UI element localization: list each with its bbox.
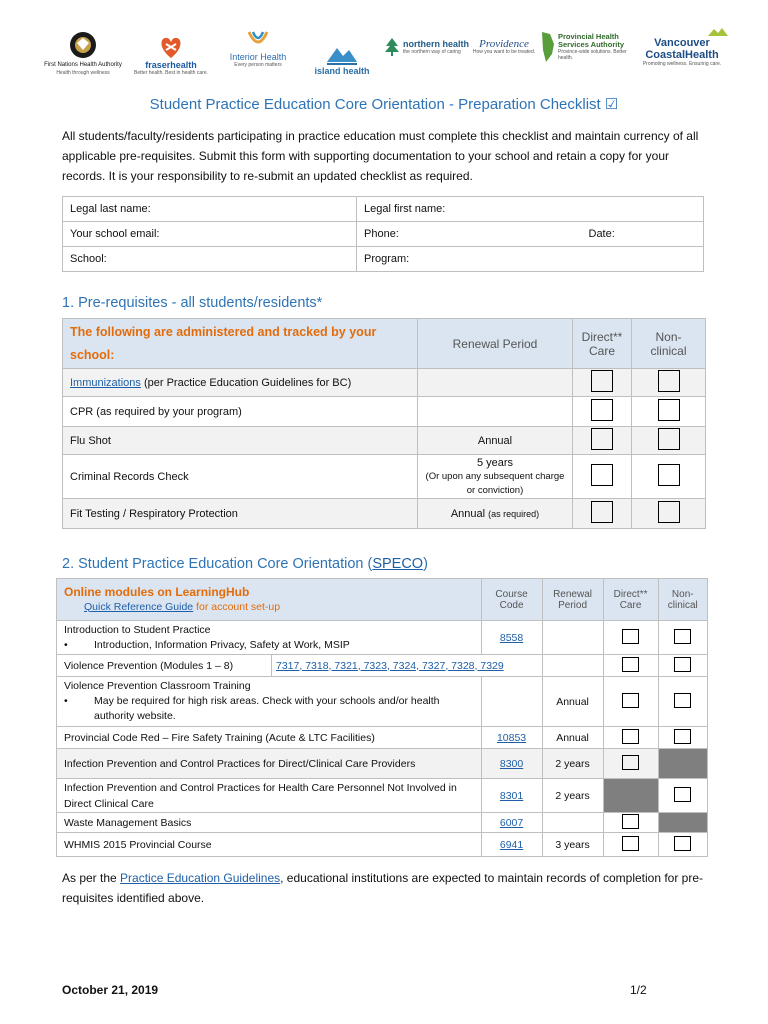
footer-page-number: 1/2 [630,983,647,997]
pre-row-renewal [418,369,573,397]
island-health-mountain-icon [325,42,359,66]
vch-mountain-icon [706,27,730,37]
pre-row-label: Flu Shot [63,427,418,455]
pre-header-label: The following are administered and tracked by your school: [70,324,377,362]
section2-heading-close: ) [423,556,428,572]
speco-row-bullet: May be required for high risk areas. Check with your schools and/or health authority website. [94,695,440,722]
speco-row [57,749,708,779]
speco-row-renewal: 3 years [542,833,603,857]
page-title: Student Practice Education Core Orientation - Preparation Checklist ☑ [149,96,619,113]
vch-tag: Promoting wellness. Ensuring care. [642,61,722,67]
speco-row [57,621,708,655]
practice-education-guidelines-link[interactable]: Practice Education Guidelines [120,871,281,885]
northern-health-logo [380,18,472,76]
phsa-bc-map-icon [540,30,556,64]
speco-table [56,578,708,857]
pre-row-label: (per Practice Education Guidelines for BC) [140,376,352,389]
fnha-name: First Nations Health Authority [44,62,122,68]
interior-health-logo [216,18,300,76]
fnha-tag: Health through wellness [56,70,110,76]
pre-row [63,397,706,427]
phone-label: Phone: [364,228,399,240]
providence-tag: How you want to be treated. [472,49,536,55]
fit-testing-nonclinical-checkbox[interactable] [658,501,680,523]
bullet-icon: • [64,695,68,707]
section2-heading [62,556,428,572]
speco-row-renewal: 2 years [542,749,603,779]
vch-logo [634,18,730,76]
providence-logo [472,18,536,76]
interior-health-icon [245,26,271,52]
pre-row-renewal [418,397,573,427]
speco-direct-care-header: Direct** Care [603,579,658,621]
speco-link[interactable]: SPECO [372,556,424,572]
school-email-field[interactable] [63,222,357,247]
intro-practice-nonclinical-checkbox[interactable] [674,629,691,644]
fraserhealth-tag: Better health. Best in health care. [134,70,208,76]
cpr-direct-checkbox[interactable] [591,399,613,421]
interior-health-tag: Every person matters [234,62,282,68]
intro-paragraph: All students/faculty/residents participating in practice education must complete this checklist and maintain currency of all applicable pre-requisites. Submit this form with supporting documentation to your school and retain a copy for your records. It is your responsibility to re-submit an updated checklist as required. [62,129,699,183]
violence-classroom-direct-checkbox[interactable] [622,693,639,708]
intro-practice-direct-checkbox[interactable] [622,629,639,644]
pre-row [63,369,706,397]
speco-row-title: Waste Management Basics [57,813,482,833]
flu-shot-nonclinical-checkbox[interactable] [658,428,680,450]
criminal-check-nonclinical-checkbox[interactable] [658,464,680,486]
ipc-direct-checkbox[interactable] [622,755,639,770]
quick-reference-guide-link[interactable]: Quick Reference Guide [84,600,194,613]
section2-heading-text: 2. Student Practice Education Core Orientation ( [62,556,373,572]
whmis-direct-checkbox[interactable] [622,836,639,851]
program-field[interactable] [357,247,704,272]
ipc-nonclinical-shaded-cell [658,749,707,779]
footer-date: October 21, 2019 [62,983,159,997]
pre-renewal-header: Renewal Period [418,319,573,369]
pre-row [63,455,706,499]
speco-row-renewal [542,813,603,833]
legal-last-name-field[interactable] [63,197,357,222]
ipc-nonclinical-direct-shaded-cell [603,779,658,813]
phone-date-field[interactable] [357,222,704,247]
northern-health-name: northern health [402,39,469,49]
immunizations-nonclinical-checkbox[interactable] [658,370,680,392]
speco-row-title: WHMIS 2015 Provincial Course [57,833,482,857]
fit-testing-direct-checkbox[interactable] [591,501,613,523]
speco-row-title: Infection Prevention and Control Practices for Direct/Clinical Care Providers [57,749,482,779]
pre-row-renewal: Annual [450,507,486,520]
phsa-logo [540,18,630,76]
student-info-table [62,196,704,272]
pre-row-renewal-note: (Or upon any subsequent charge or conviction) [425,470,565,496]
course-link-8300[interactable]: 8300 [499,757,524,770]
bullet-icon: • [64,638,68,651]
speco-row-renewal [542,621,603,655]
violence-prevention-direct-checkbox[interactable] [622,657,639,672]
speco-row [57,655,708,677]
course-link-10853[interactable]: 10853 [496,731,527,744]
code-red-direct-checkbox[interactable] [622,729,639,744]
speco-row [57,779,708,813]
speco-row-renewal: 2 years [542,779,603,813]
speco-course-code-header: Course Code [481,579,542,621]
legal-first-name-label: Legal first name: [364,203,446,215]
speco-row-renewal: Annual [542,677,603,727]
criminal-check-direct-checkbox[interactable] [591,464,613,486]
pre-row-label: CPR (as required by your program) [63,397,418,427]
pre-row-renewal-note: (as required) [488,508,540,519]
speco-row-renewal [542,655,603,677]
speco-row [57,813,708,833]
speco-renewal-header: Renewal Period [542,579,603,621]
whmis-nonclinical-checkbox[interactable] [674,836,691,851]
immunizations-link[interactable]: Immunizations [70,376,141,389]
immunizations-direct-checkbox[interactable] [591,370,613,392]
section1-heading: 1. Pre-requisites - all students/residents* [62,295,323,311]
waste-management-nonclinical-shaded-cell [658,813,707,833]
date-label: Date: [588,228,615,240]
northern-health-tree-icon [383,36,401,58]
pre-header-label-cell [63,319,418,369]
pre-row-renewal: Annual [418,427,573,455]
course-link-6941[interactable]: 6941 [499,838,524,851]
violence-classroom-nonclinical-checkbox[interactable] [674,693,691,708]
speco-row [57,727,708,749]
waste-management-direct-checkbox[interactable] [622,814,639,829]
pre-row-label: Criminal Records Check [63,455,418,499]
interior-health-name: Interior Health [229,52,287,62]
qrg-rest-text: for account set-up [193,600,281,613]
pre-row [63,499,706,529]
closing-paragraph [62,868,712,908]
school-field[interactable] [63,247,357,272]
flu-shot-direct-checkbox[interactable] [591,428,613,450]
speco-row-title: Infection Prevention and Control Practices for Health Care Personnel Not Involved in Direct Clinical Care [57,779,482,813]
island-health-name: island health [314,66,370,76]
violence-prevention-course-links[interactable]: 7317, 7318, 7321, 7323, 7324, 7327, 7328, 7329 [276,659,504,672]
speco-row-title: Introduction to Student Practice [64,623,211,636]
logo-strip [40,18,730,76]
cpr-nonclinical-checkbox[interactable] [658,399,680,421]
speco-row [57,677,708,727]
fnha-logo [40,18,126,76]
speco-row-title: Violence Prevention Classroom Training [64,680,251,692]
speco-row-bullet: Introduction, Information Privacy, Safety at Work, MSIP [94,638,350,651]
legal-first-name-field[interactable] [357,197,704,222]
ipc-personnel-nonclinical-checkbox[interactable] [674,787,691,802]
pre-nonclinical-header: Non-clinical [632,319,706,369]
vch-name: Vancouver CoastalHealth [645,37,719,61]
phsa-name: Provincial Health Services Authority [558,32,624,49]
speco-row [57,833,708,857]
providence-name: Providence [479,38,529,50]
legal-last-name-label: Legal last name: [70,203,151,215]
speco-header-label: Online modules on LearningHub [64,584,250,599]
violence-prevention-nonclinical-checkbox[interactable] [674,657,691,672]
pre-row-renewal: 5 years [476,456,514,469]
school-label: School: [70,253,107,265]
fraserhealth-heart-icon [156,34,186,60]
course-link-8301[interactable]: 8301 [499,789,524,802]
speco-row-title: Provincial Code Red – Fire Safety Training (Acute & LTC Facilities) [57,727,482,749]
school-email-label: Your school email: [70,228,160,240]
phsa-tag: Province-wide solutions. Better health. [558,49,627,61]
closing-text-end: , educational institutions are expected to maintain records of completion for pre-requisites identified above. [62,871,704,905]
pre-direct-care-header: Direct** Care [573,319,632,369]
course-link-8558[interactable]: 8558 [499,631,524,644]
speco-row-code [481,677,542,727]
fnha-emblem-icon [68,30,98,60]
code-red-nonclinical-checkbox[interactable] [674,729,691,744]
pre-row [63,427,706,455]
closing-text-start: As per the [62,871,121,885]
fraserhealth-logo [136,18,206,76]
speco-row-title: Violence Prevention (Modules 1 – 8) [57,655,272,677]
northern-health-tag: the northern way of caring [402,49,461,55]
prerequisites-table [62,318,706,529]
speco-row-renewal: Annual [542,727,603,749]
island-health-logo [312,18,372,76]
fraserhealth-name: fraserhealth [145,60,197,70]
program-label: Program: [364,253,410,265]
speco-nonclinical-header: Non-clinical [658,579,707,621]
pre-row-label: Fit Testing / Respiratory Protection [63,499,418,529]
course-link-6007[interactable]: 6007 [499,816,524,829]
